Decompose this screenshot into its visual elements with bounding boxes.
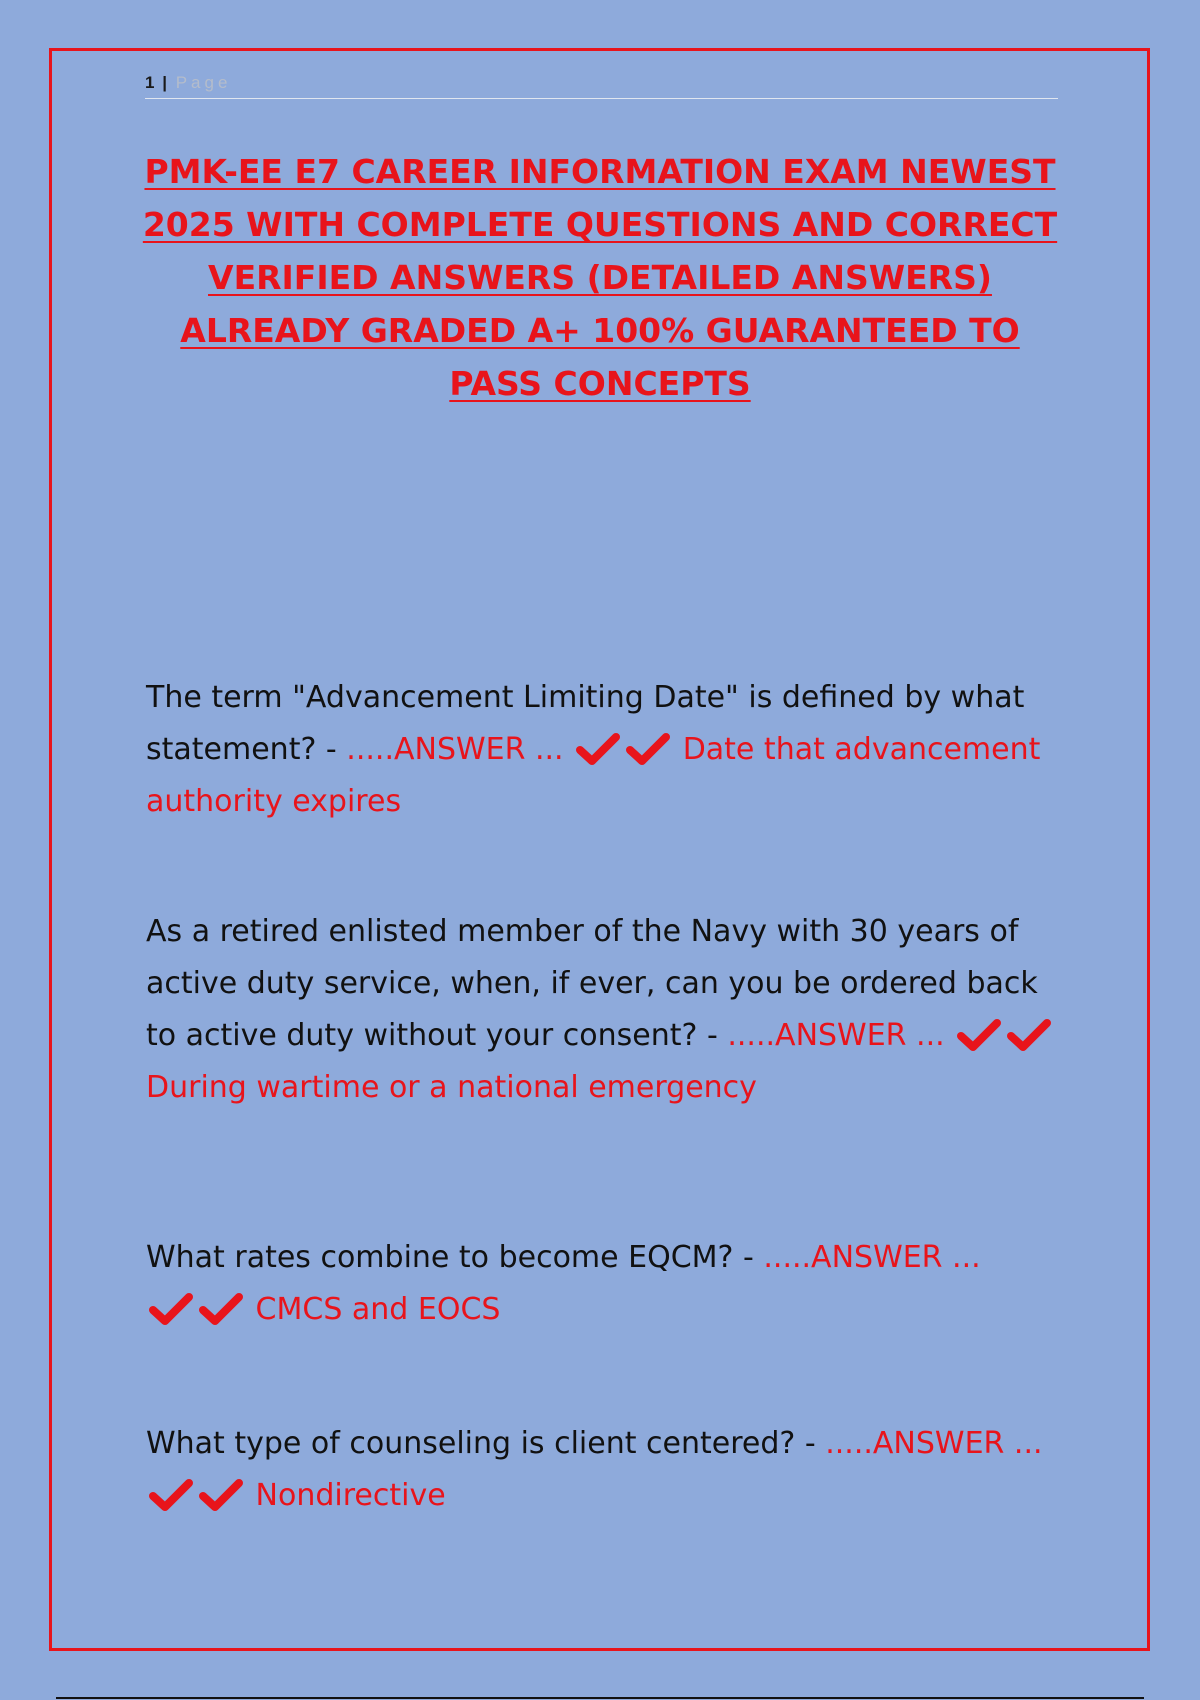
check-icons bbox=[146, 1292, 246, 1327]
page-separator: | bbox=[162, 73, 167, 92]
answer-marker: .....ANSWER ... bbox=[825, 1426, 1043, 1461]
answer-text: CMCS and EOCS bbox=[255, 1292, 501, 1327]
check-icon bbox=[957, 1019, 1001, 1051]
question-text: What rates combine to become EQCM? - bbox=[146, 1240, 754, 1275]
qa-item bbox=[146, 672, 1056, 828]
answer-marker: .....ANSWER ... bbox=[727, 1018, 945, 1053]
page-header bbox=[145, 72, 1058, 99]
check-icons bbox=[146, 1478, 246, 1513]
check-icons bbox=[954, 1018, 1054, 1053]
answer-text: Date that advancement authority expires bbox=[146, 732, 1041, 819]
question-text: The term "Advancement Limiting Date" is defined by what statement? - bbox=[146, 680, 1025, 767]
check-icon bbox=[199, 1293, 243, 1325]
qa-item bbox=[146, 1232, 1056, 1336]
qa-item bbox=[146, 906, 1056, 1114]
question-text: What type of counseling is client centered? - bbox=[146, 1426, 816, 1461]
check-icon bbox=[626, 733, 670, 765]
check-icon bbox=[149, 1479, 193, 1511]
answer-marker: .....ANSWER ... bbox=[763, 1240, 981, 1275]
footer-rule bbox=[56, 1697, 1144, 1699]
answer-text: During wartime or a national emergency bbox=[146, 1070, 757, 1105]
check-icon bbox=[199, 1479, 243, 1511]
answer-text: Nondirective bbox=[255, 1478, 446, 1513]
check-icons bbox=[573, 732, 673, 767]
page-number: 1 bbox=[145, 73, 155, 92]
qa-item bbox=[146, 1418, 1056, 1522]
check-icon bbox=[1007, 1019, 1051, 1051]
check-icon bbox=[149, 1293, 193, 1325]
answer-marker: .....ANSWER ... bbox=[346, 732, 564, 767]
page-label: Page bbox=[175, 73, 232, 92]
document-title: PMK-EE E7 CAREER INFORMATION EXAM NEWEST 2025 WITH COMPLETE QUESTIONS AND CORRECT VERIFIED ANSWERS (DETAILED ANSWERS) ALREADY GRADED A+ 100% GUARANTEED TO PASS CONCEPTS bbox=[142, 152, 1058, 403]
check-icon bbox=[576, 733, 620, 765]
question-text: As a retired enlisted member of the Navy with 30 years of active duty service, when, if ever, can you be ordered back to active duty without your consent? - bbox=[146, 914, 1038, 1053]
